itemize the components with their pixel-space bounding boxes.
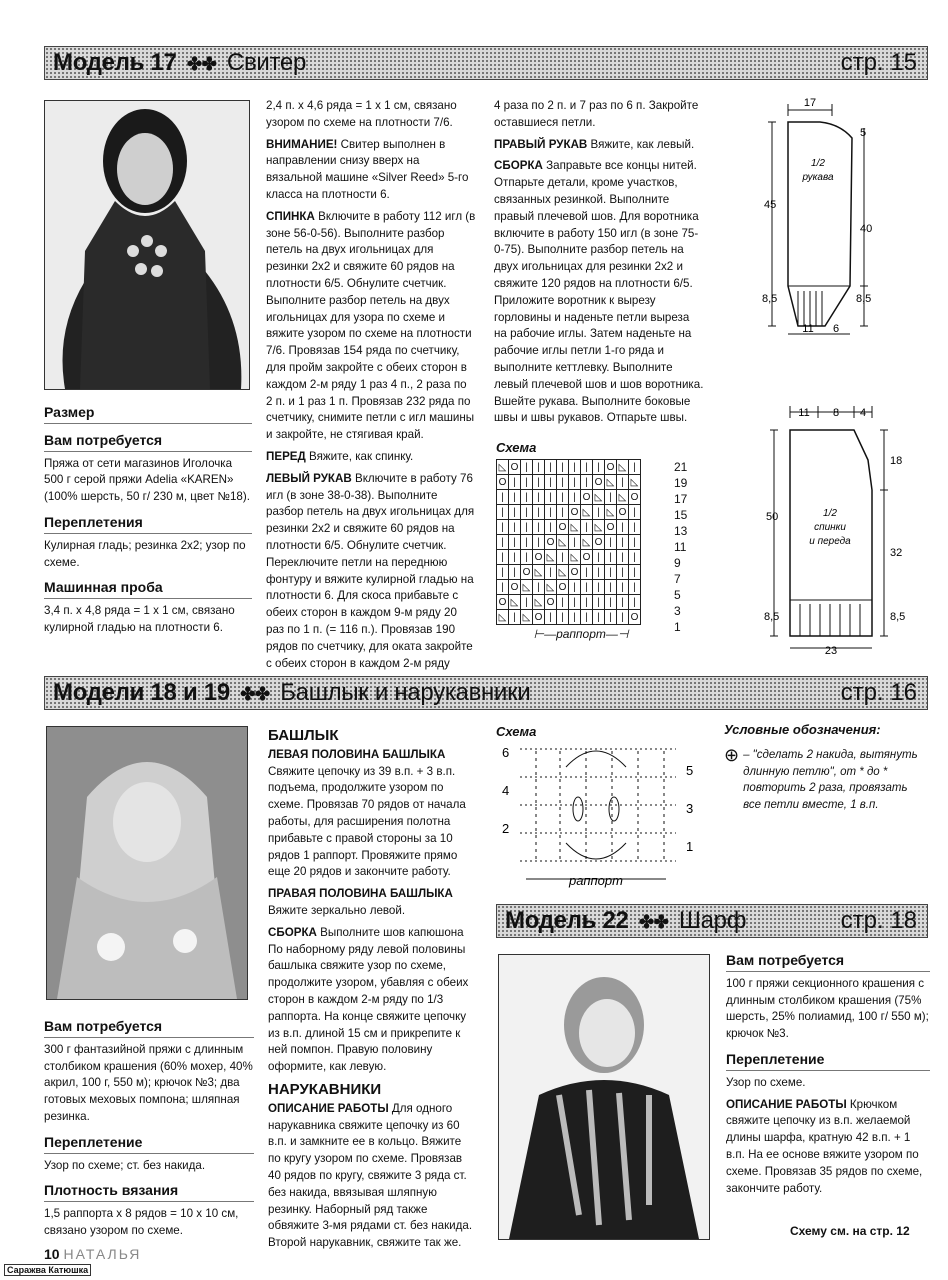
knit-chart-cell: ◺: [509, 595, 521, 610]
model18-title: [53, 679, 530, 707]
knit-chart-cell: |: [605, 580, 617, 595]
paragraph: [266, 137, 476, 204]
sleeve-left-height: 45: [764, 199, 777, 211]
model17-column-2: [266, 98, 476, 677]
knit-chart-cell: O: [605, 460, 617, 475]
needs-heading: Вам потребуется: [44, 432, 252, 452]
knit-chart-cell: O: [593, 535, 605, 550]
knit-chart-cell: ◺: [497, 610, 509, 625]
knit-chart-cell: |: [605, 610, 617, 625]
sleeve-label-1: 1/2: [811, 158, 825, 169]
body-rib-right: 8,5: [890, 611, 906, 623]
knit-chart-cell: |: [617, 565, 629, 580]
model17-schema: [496, 440, 706, 641]
knit-chart-cell: O: [545, 535, 557, 550]
paragraph: [266, 449, 476, 466]
knit-chart-cell: |: [593, 565, 605, 580]
knit-chart-cell: |: [629, 460, 641, 475]
knit-chart-cell: |: [593, 550, 605, 565]
knit-chart-cell: ◺: [533, 565, 545, 580]
body-top-b: 8: [832, 407, 840, 419]
chart-left-num: 2: [502, 821, 510, 836]
knit-chart-cell: |: [509, 535, 521, 550]
knit-chart-cell: ◺: [581, 535, 593, 550]
knit-chart-cell: O: [545, 595, 557, 610]
knit-chart-cell: |: [569, 535, 581, 550]
paragraph: [494, 137, 704, 154]
paragraph-label: ОПИСАНИЕ РАБОТЫ: [726, 1097, 847, 1111]
see-scheme-note: Схему см. на стр. 12: [790, 1224, 910, 1238]
model18-schema: [496, 724, 706, 894]
knit-chart-grid: [496, 459, 641, 625]
knit-chart-cell: O: [557, 580, 569, 595]
knit-chart-cell: O: [533, 550, 545, 565]
knit-chart-cell: |: [521, 460, 533, 475]
knit-chart-cell: |: [533, 580, 545, 595]
knit-chart-cell: |: [533, 490, 545, 505]
model22-column: [726, 952, 930, 1202]
knit-chart-cell: |: [617, 595, 629, 610]
knit-chart-cell: |: [593, 580, 605, 595]
knit-chart-cell: |: [605, 490, 617, 505]
row-number: 5: [674, 588, 681, 602]
weave-heading: Переплетение: [726, 1051, 930, 1071]
knit-chart-cell: |: [557, 505, 569, 520]
knit-chart-cell: |: [521, 595, 533, 610]
knit-chart-cell: ◺: [497, 460, 509, 475]
cluster-stitch-icon: ⊕: [724, 744, 740, 765]
knit-chart-cell: |: [509, 475, 521, 490]
paragraph-label: ПРАВАЯ ПОЛОВИНА БАШЛЫКА: [268, 887, 453, 901]
chart-left-num: 6: [502, 745, 510, 760]
knit-chart-cell: |: [557, 460, 569, 475]
knit-chart-cell: |: [557, 490, 569, 505]
rapport-label: ⊢—раппорт—⊣: [533, 627, 629, 641]
knit-chart-cell: |: [569, 580, 581, 595]
knit-chart-cell: |: [509, 610, 521, 625]
knit-chart-cell: |: [593, 505, 605, 520]
model17-header-bar: [44, 46, 928, 80]
knit-chart-cell: |: [569, 460, 581, 475]
knit-chart-cell: |: [629, 595, 641, 610]
paragraph: 2,4 п. х 4,6 ряда = 1 х 1 см, связано узором по схеме на плотности 7/6.: [266, 99, 457, 129]
knit-chart-cell: ◺: [593, 490, 605, 505]
knit-chart-cell: |: [629, 580, 641, 595]
knit-chart-row: [497, 460, 641, 475]
model22-name: Шарф: [678, 907, 747, 934]
knit-chart-cell: |: [569, 475, 581, 490]
knit-chart-cell: |: [617, 535, 629, 550]
knit-chart-row: [497, 565, 641, 580]
knit-chart-cell: |: [581, 610, 593, 625]
sleeve-bottom-b: 6: [832, 323, 840, 335]
row-number: 1: [674, 620, 681, 634]
knit-chart-cell: |: [557, 550, 569, 565]
watermark: Саражва Катюшка: [4, 1264, 91, 1276]
paragraph-text: Вяжите, как левый.: [587, 137, 695, 151]
paragraph: [266, 471, 476, 673]
knit-chart-cell: |: [497, 565, 509, 580]
knit-chart-cell: ◺: [629, 475, 641, 490]
chart-right-num: 1: [686, 839, 694, 854]
knit-chart-cell: |: [593, 595, 605, 610]
knit-chart-cell: ◺: [605, 475, 617, 490]
knit-chart-cell: |: [533, 475, 545, 490]
paragraph-label: СБОРКА: [268, 925, 317, 939]
model17-left-column: [44, 396, 252, 642]
paragraph-label: ЛЕВАЯ ПОЛОВИНА БАШЛЫКА: [268, 747, 446, 761]
legend-heading: Условные обозначения:: [724, 722, 881, 737]
sleeve-right-height: 40: [860, 223, 873, 235]
model17-photo: [44, 100, 250, 390]
row-number: 11: [674, 540, 687, 554]
body-rib-left: 8,5: [764, 611, 780, 623]
knit-chart-cell: |: [521, 505, 533, 520]
body-bottom: 23: [824, 645, 838, 657]
knit-chart-cell: |: [557, 475, 569, 490]
row-number: 3: [674, 604, 681, 618]
sample-text: 3,4 п. х 4,8 ряда = 1 х 1 см, связано кулирной гладью на плотности 6.: [44, 604, 235, 634]
knit-chart-cell: |: [497, 520, 509, 535]
body-label-3: и переда: [809, 536, 851, 547]
page-number: 10: [44, 1246, 60, 1262]
knit-chart-cell: O: [497, 475, 509, 490]
knit-chart-cell: |: [521, 535, 533, 550]
knit-chart-row: [497, 610, 641, 625]
knit-chart-cell: |: [497, 505, 509, 520]
body-label-2: спинки: [814, 522, 846, 533]
model18-number: Модели 18 и 19: [53, 679, 230, 706]
knit-chart-cell: O: [521, 565, 533, 580]
knit-chart-cell: |: [509, 490, 521, 505]
paragraph-label: ПРАВЫЙ РУКАВ: [494, 137, 588, 151]
paragraph-label: ЛЕВЫЙ РУКАВ: [266, 471, 352, 485]
chart-right-num: 5: [686, 763, 694, 778]
knit-chart-cell: |: [617, 520, 629, 535]
knit-chart-row: [497, 580, 641, 595]
knit-chart-cell: ◺: [557, 535, 569, 550]
sleeve-diagram: [760, 96, 940, 346]
chart-left-num: 4: [502, 783, 510, 798]
knit-chart-cell: ◺: [581, 505, 593, 520]
model22-number: Модель 22: [505, 907, 629, 934]
needs-text: 300 г фантазийной пряжи с длинным столбиком крашения (60% мохер, 40% акрил, 100 г, 550 м); крючок №3; два готовых меховых помпона; шляпная резинка.: [44, 1042, 253, 1123]
knit-chart-cell: O: [569, 505, 581, 520]
knit-chart-cell: O: [533, 610, 545, 625]
model17-name: Свитер: [226, 49, 307, 76]
legend: [724, 722, 928, 814]
knit-chart-cell: |: [497, 490, 509, 505]
knit-chart-cell: |: [581, 520, 593, 535]
knit-chart-cell: |: [629, 535, 641, 550]
knit-chart-cell: |: [581, 595, 593, 610]
knit-chart-cell: |: [545, 565, 557, 580]
row-number: 13: [674, 524, 688, 538]
knit-chart-cell: |: [521, 475, 533, 490]
ornament-icon: ✤✤: [186, 54, 217, 74]
knit-chart-cell: |: [581, 460, 593, 475]
knit-chart-cell: |: [629, 565, 641, 580]
knit-chart-cell: O: [617, 505, 629, 520]
knit-chart-cell: |: [617, 580, 629, 595]
weave-text: Узор по схеме.: [726, 1075, 806, 1089]
knit-chart-cell: |: [533, 505, 545, 520]
paragraph: 4 раза по 2 п. и 7 раз по 6 п. Закройте оставшиеся петли.: [494, 99, 699, 129]
knit-chart-cell: |: [509, 505, 521, 520]
paragraph-label: СПИНКА: [266, 209, 315, 223]
paragraph-label: СБОРКА: [494, 159, 543, 173]
model22-page-ref: стр. 18: [840, 907, 917, 934]
row-number: 7: [674, 572, 681, 586]
knit-chart-cell: |: [605, 550, 617, 565]
paragraph: [268, 886, 476, 920]
body-left-height: 50: [766, 511, 779, 523]
knit-chart-row: [497, 550, 641, 565]
knit-chart-cell: O: [629, 490, 641, 505]
paragraph-text: Вяжите, как спинку.: [305, 449, 414, 463]
sleeve-rib-left: 8,5: [762, 293, 778, 305]
knit-chart-cell: |: [545, 520, 557, 535]
knit-chart-cell: |: [509, 565, 521, 580]
knit-chart-cell: |: [593, 610, 605, 625]
knit-chart-cell: |: [629, 550, 641, 565]
knit-chart-row: [497, 490, 641, 505]
knit-chart-cell: |: [521, 520, 533, 535]
knit-chart-cell: |: [617, 550, 629, 565]
body-right-height: 32: [890, 547, 903, 559]
weave-text: Кулирная гладь; резинка 2х2; узор по схеме.: [44, 538, 246, 569]
paragraph-text: Включите в работу 76 игл (в зоне 38-0-38). Выполните разбор петель на двух игольницах для резинки 2х2 и свяжите 60 рядов на плотности 6/5. Обнулите счетчик. Переключите петли на переднюю фонтуру и вяжите кулирной гладью на плотности 6. Для скоса прибавьте с обеих сторон в каждом 9-м ряду 20 раз по 1 п. (= 116 п.). Провязав 190 рядов по счетчику, для оката закройте с обеих сторон в каждом 2-м ряду: [266, 471, 475, 670]
knit-chart-cell: |: [605, 565, 617, 580]
weave-heading: Переплетение: [44, 1134, 254, 1154]
knit-chart-cell: |: [545, 475, 557, 490]
knit-chart-cell: |: [569, 490, 581, 505]
model22-title: [505, 907, 746, 935]
knit-chart-cell: |: [533, 460, 545, 475]
row-number: 17: [674, 492, 688, 506]
rapport-label: раппорт: [569, 873, 623, 888]
page-footer: [44, 1246, 141, 1262]
knit-chart-cell: |: [521, 550, 533, 565]
knit-chart-cell: O: [581, 490, 593, 505]
model22-photo: [498, 954, 710, 1240]
model17-number: Модель 17: [53, 49, 177, 76]
schema-label: Схема: [496, 440, 537, 455]
sample-heading: Машинная проба: [44, 579, 252, 599]
knit-chart-row: [497, 475, 641, 490]
row-number: 15: [674, 508, 688, 522]
schema-label: Схема: [496, 724, 537, 739]
knit-chart-cell: |: [629, 505, 641, 520]
knit-chart-cell: |: [497, 550, 509, 565]
knit-chart-cell: |: [629, 520, 641, 535]
knit-chart-cell: |: [497, 535, 509, 550]
paragraph-label: ПЕРЕД: [266, 449, 306, 463]
sleeve-rib-right: 8,5: [856, 293, 872, 305]
knit-chart-cell: ◺: [521, 580, 533, 595]
model18-name: Башлык и нарукавники: [280, 679, 531, 706]
knit-chart-cell: ◺: [569, 550, 581, 565]
knit-chart-cell: |: [569, 610, 581, 625]
knit-chart-cell: O: [593, 475, 605, 490]
row-numbers: [674, 459, 687, 635]
knit-chart-cell: O: [509, 460, 521, 475]
chart-right-num: 3: [686, 801, 694, 816]
knit-chart-cell: ◺: [521, 610, 533, 625]
model17-title: [53, 49, 306, 77]
paragraph-text: Свитер выполнен в направлении снизу вверх на вязальной машине «Silver Reed» 5-го класса на плотности 6.: [266, 137, 469, 201]
density-text: 1,5 раппорта х 8 рядов = 10 х 10 см, связано узором по схеме.: [44, 1207, 239, 1237]
knit-chart-cell: |: [581, 475, 593, 490]
knit-chart-cell: O: [629, 610, 641, 625]
hood-heading: БАШЛЫК: [268, 727, 339, 744]
paragraph-text: Включите в работу 112 игл (в зоне 56-0-56). Выполните разбор петель на двух игольницах для резинки 2х2 и свяжите 60 рядов на плотности 6/5. Обнулите счетчик. Выполните разбор петель на двух игольницах для узора по схеме и вяжите узором по схеме на плотности 7/6. Провязав 154 ряда по счетчику, для пройм закройте с обеих сторон в каждом 2-м ряду 1 раз 4 п., 2 раза по 2 п. и 1 раз 1 п. Провязав 232 ряда по счетчику, снимите петли с игл машины и закройте, не стягивая край.: [266, 209, 476, 442]
row-number: 9: [674, 556, 681, 570]
knit-chart-row: [497, 535, 641, 550]
knit-chart-cell: |: [605, 595, 617, 610]
paragraph-text: Свяжите цепочку из 39 в.п. + 3 в.п. подъема, продолжите узором по схеме. Провязав 70 рядов от начала работы, для расширения полотна прибавьте с правой стороны за 10 рядов 1 раппорт. Провяжите прямо еще 20 рядов и закончите работу.: [268, 764, 466, 879]
model18-page-ref: стр. 16: [840, 679, 917, 706]
model17-page-ref: стр. 15: [840, 49, 917, 76]
paragraph: [494, 158, 704, 427]
body-top-a: 11: [798, 407, 810, 419]
knit-chart-cell: ◺: [593, 520, 605, 535]
row-number: 19: [674, 476, 688, 490]
needs-heading: Вам потребуется: [726, 952, 930, 972]
needs-text: 100 г пряжи секционного крашения с длинным столбиком крашения (75% шерсть, 25% полиамид, 100 г/ 550 м); крючок №3.: [726, 976, 929, 1041]
knit-chart-cell: |: [545, 610, 557, 625]
knit-chart-cell: |: [545, 460, 557, 475]
knit-chart-cell: ◺: [557, 565, 569, 580]
ornament-icon: ✤✤: [638, 912, 669, 932]
knit-chart-row: [497, 520, 641, 535]
paragraph: [726, 1097, 930, 1198]
legend-text: – "сделать 2 накида, вытянуть длинную петлю", от * до * повторить 2 раза, провязать все петли вместе, 1 в.п.: [743, 748, 918, 812]
body-top-c: 4: [859, 407, 867, 419]
knit-chart-cell: |: [545, 505, 557, 520]
knit-chart-cell: |: [557, 595, 569, 610]
knit-chart-cell: |: [581, 565, 593, 580]
sleeve-label-2: рукава: [802, 172, 834, 183]
knit-chart-cell: O: [497, 595, 509, 610]
knit-chart-cell: |: [509, 550, 521, 565]
knit-chart-cell: |: [569, 595, 581, 610]
knit-chart-cell: O: [569, 565, 581, 580]
paragraph-text: Заправьте все концы нитей. Отпарьте детали, кроме участков, связанных резинкой. Выполните правый плечевой шов. Для воротника включите в работу 150 игл (в зоне 75-0-75). Выполните разбор петель на двух игольницах для резинки 2х2 и свяжите 120 рядов на плотности 6/5. Приложите воротник к вырезу горловины и наденьте петли выреза на рабочие иглы. Затем наденьте на рабочие иглы петли 1-го ряда и выполните кеттлевку. Выполните левый плечевой шов и шов воротника. Вшейте рукава. Выполните боковые швы и швы рукавов. Отпарьте швы.: [494, 159, 704, 425]
knit-chart-cell: |: [605, 535, 617, 550]
knit-chart-cell: ◺: [605, 505, 617, 520]
knit-chart-cell: ◺: [533, 595, 545, 610]
sleeve-top-measure: 17: [803, 97, 817, 109]
paragraph: [268, 925, 476, 1076]
knit-chart-row: [497, 505, 641, 520]
body-right-top: 18: [890, 455, 903, 467]
body-diagram: [760, 400, 940, 660]
paragraph-text: Выполните шов капюшона По наборному ряду левой половины башлыка свяжите узор по схеме, продолжите узором, убавляя с обеих сторон в каждом 2-м ряду по 1/3 раппорта. На конце свяжите цепочку из в.п. длиной 15 см и прикрепите к ней помпон. Правую половину оформите, как левую.: [268, 925, 469, 1074]
model18-column-2: [268, 722, 476, 1257]
row-number: 21: [674, 460, 688, 474]
weave-text: Узор по схеме; ст. без накида.: [44, 1158, 206, 1172]
sleeve-right-top-measure: 5: [860, 127, 867, 139]
paragraph: [268, 747, 476, 881]
body-label-1: 1/2: [823, 508, 837, 519]
knit-chart-row: [497, 595, 641, 610]
knit-chart-cell: O: [557, 520, 569, 535]
weave-heading: Переплетения: [44, 514, 252, 534]
paragraph: [268, 1101, 476, 1252]
density-heading: Плотность вязания: [44, 1182, 254, 1202]
sleeve-bottom-a: 11: [802, 323, 814, 335]
paragraph: [266, 209, 476, 444]
knit-chart-cell: |: [545, 490, 557, 505]
knit-chart-cell: |: [497, 580, 509, 595]
model18-header-bar: [44, 676, 928, 710]
paragraph-text: Крючком свяжите цепочку из в.п. желаемой длины шарфа, кратную 42 в.п. + 1 в.п. На ее основе вяжите узором по схеме. Провязав 35 рядов по схеме, закончите работу.: [726, 1097, 923, 1195]
knit-chart-cell: ◺: [545, 550, 557, 565]
knit-chart-cell: |: [533, 535, 545, 550]
knit-chart-cell: ◺: [617, 460, 629, 475]
knit-chart-cell: ◺: [617, 490, 629, 505]
knit-chart-cell: O: [605, 520, 617, 535]
paragraph-label: ВНИМАНИЕ!: [266, 137, 338, 151]
size-heading: Размер: [44, 404, 252, 424]
knit-chart-cell: ◺: [545, 580, 557, 595]
knit-chart-cell: |: [581, 580, 593, 595]
needs-text: Пряжа от сети магазинов Иголочка 500 г серой пряжи Adelia «KAREN» (100% шерсть, 50 г/ 230 м, цвет №18).: [44, 456, 250, 504]
ornament-icon: ✤✤: [240, 684, 270, 704]
knit-chart-cell: |: [509, 520, 521, 535]
model17-column-3: [494, 98, 704, 432]
knit-chart-cell: |: [533, 520, 545, 535]
knit-chart-cell: ◺: [569, 520, 581, 535]
model18-left-column: [44, 1010, 254, 1245]
legend-item: [724, 744, 928, 814]
knit-chart-cell: |: [617, 610, 629, 625]
cuffs-heading: НАРУКАВНИКИ: [268, 1080, 382, 1098]
knit-chart-cell: O: [509, 580, 521, 595]
model18-photo: [46, 726, 248, 1000]
knit-chart-cell: |: [617, 475, 629, 490]
needs-heading: Вам потребуется: [44, 1018, 254, 1038]
paragraph-text: Для одного нарукавника свяжите цепочку из 60 в.п. и замкните ее в кольцо. Вяжите по кругу узором по схеме. Провязав 40 рядов по кругу, свяжите 3 ряда ст. без накида, ввязывая шляпную резинку. Наборный ряд также обвяжите 3-мя рядами ст. без накида. Второй нарукавник, свяжите так же.: [268, 1101, 473, 1250]
knit-chart-cell: |: [557, 610, 569, 625]
model22-header-bar: [496, 904, 928, 938]
knit-chart-cell: |: [593, 460, 605, 475]
rapport-text: раппорт: [556, 627, 606, 641]
crochet-chart: [496, 739, 706, 889]
magazine-name: НАТАЛЬЯ: [63, 1246, 142, 1262]
paragraph-label: ОПИСАНИЕ РАБОТЫ: [268, 1101, 389, 1115]
knit-chart-cell: |: [521, 490, 533, 505]
paragraph-text: Вяжите зеркально левой.: [268, 903, 406, 917]
knit-chart-cell: O: [581, 550, 593, 565]
